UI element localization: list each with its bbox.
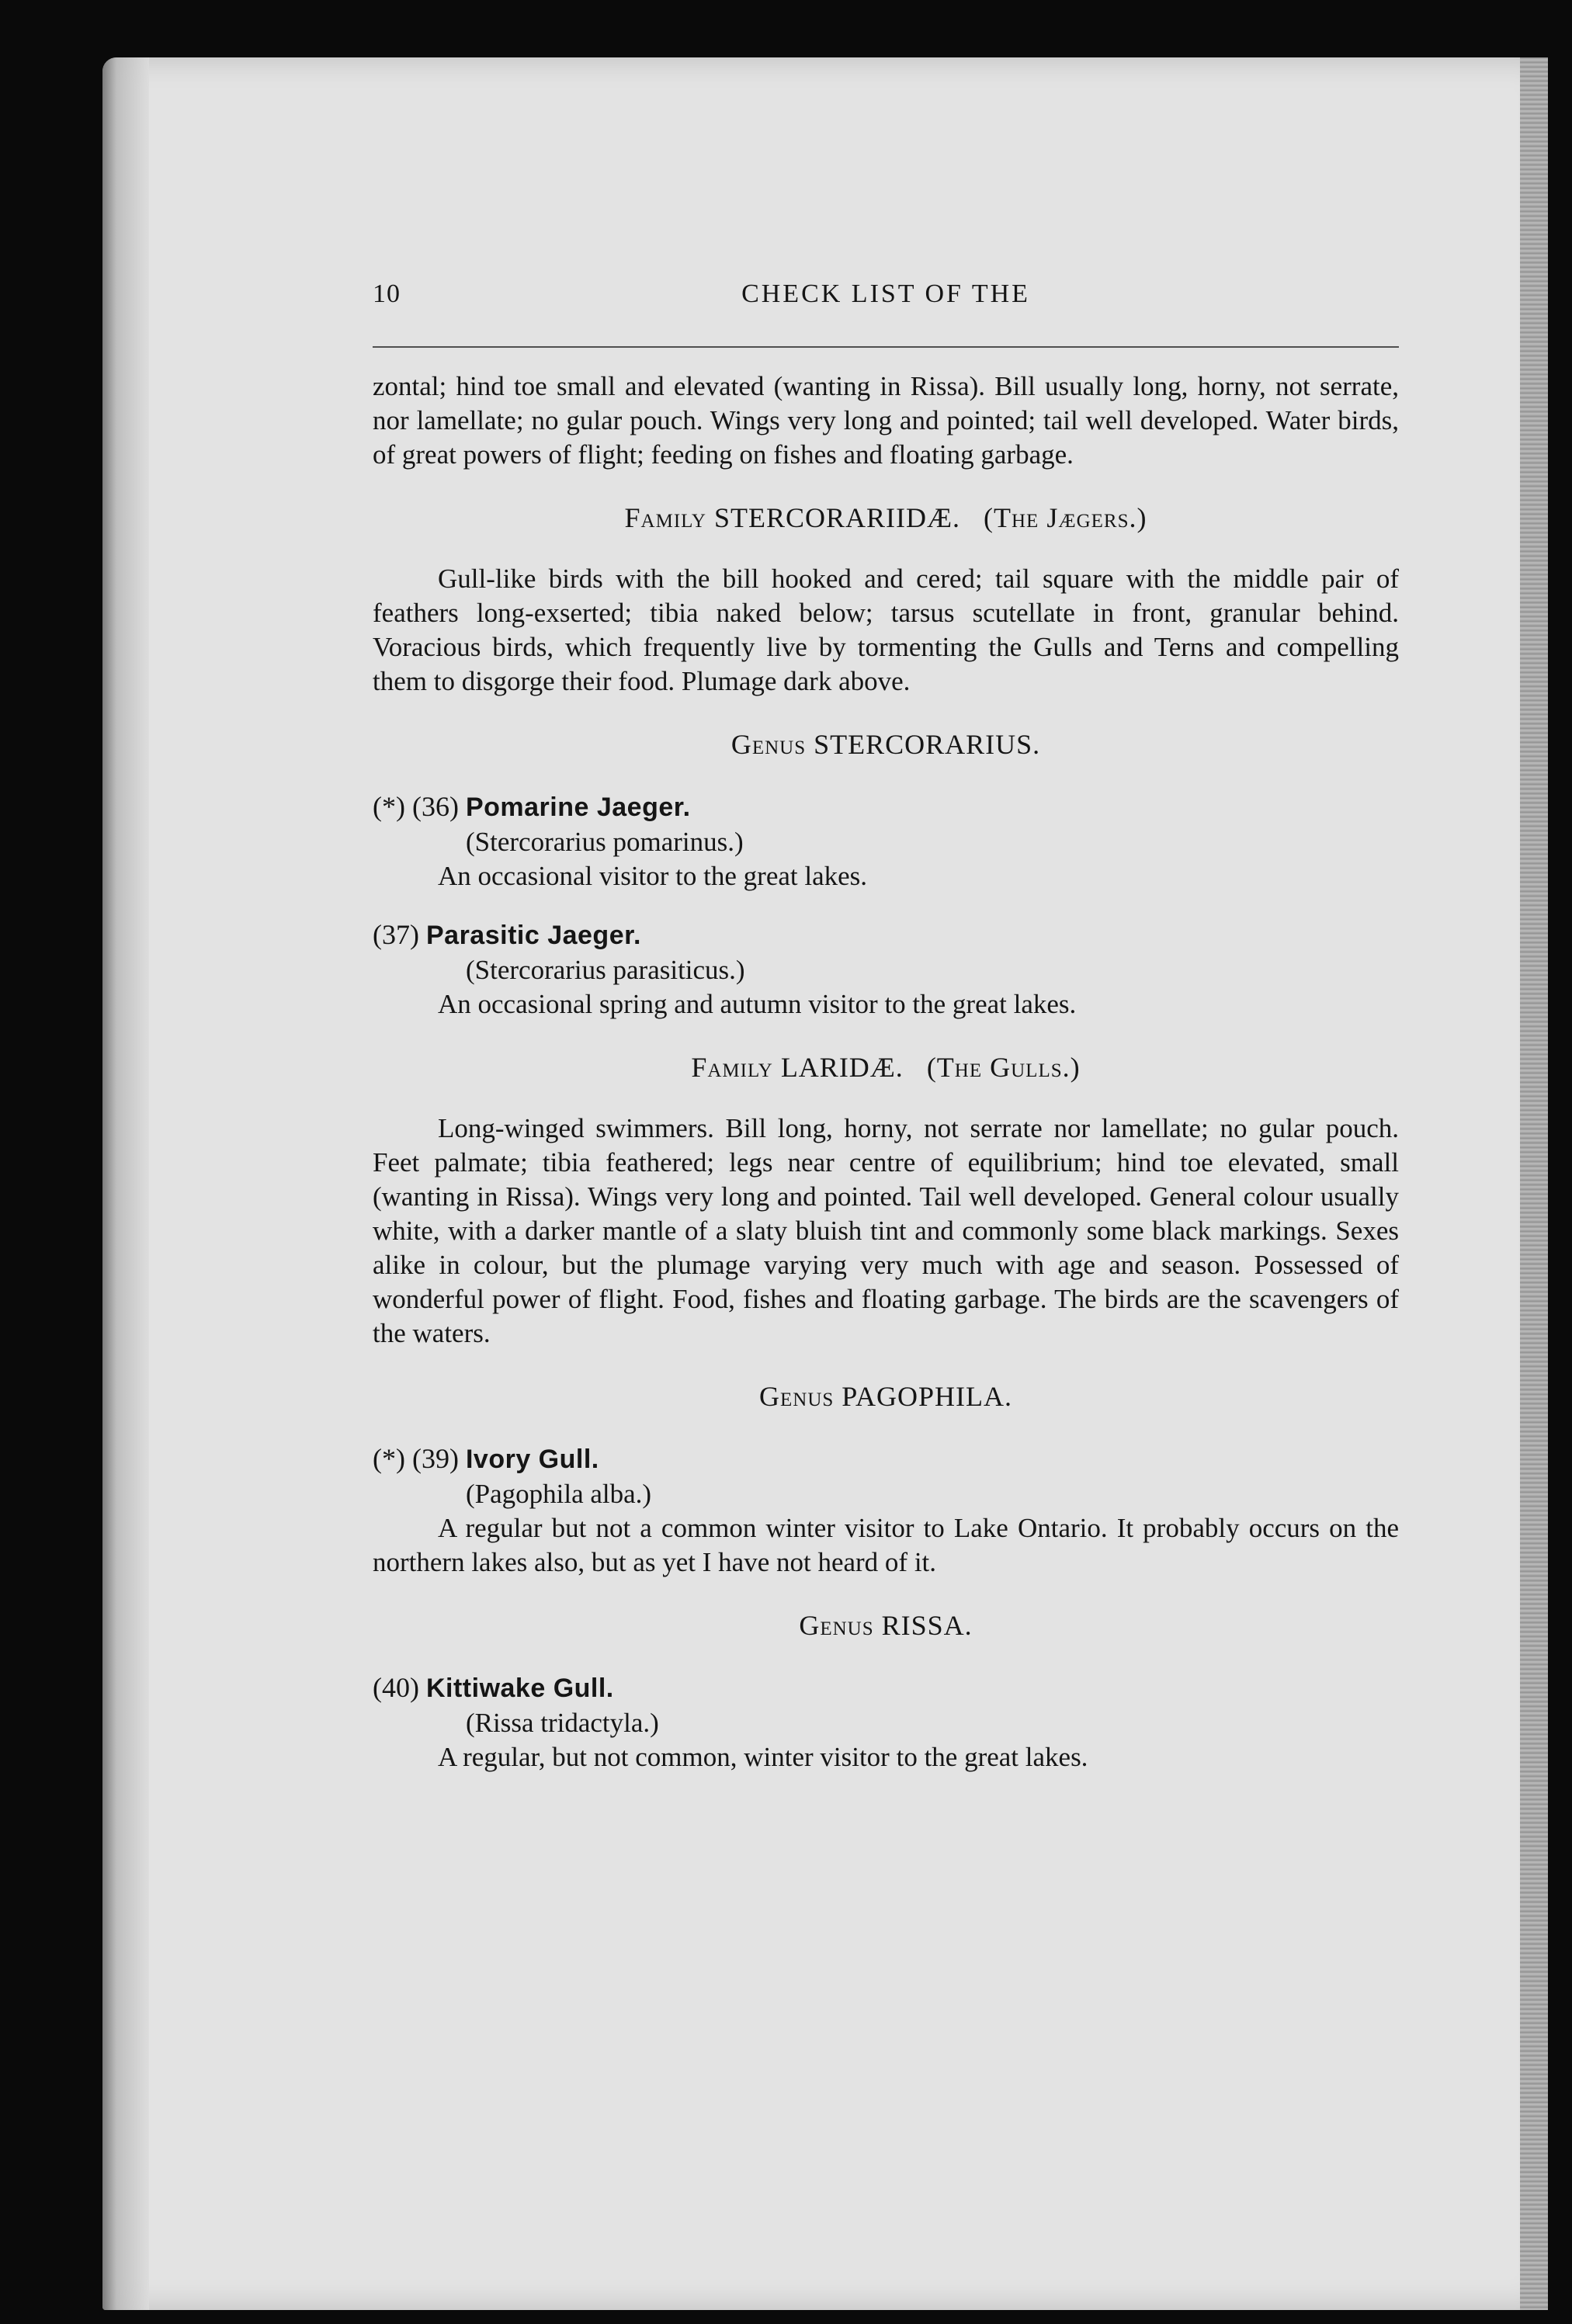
species-line <box>373 917 1399 953</box>
species-line <box>373 789 1399 825</box>
family-common-prefix: (The <box>926 1052 983 1083</box>
species-entry-40 <box>373 1670 1399 1774</box>
species-name: Ivory Gull. <box>465 1445 599 1474</box>
page-number: 10 <box>373 279 401 308</box>
family-name: LARIDÆ. <box>780 1052 904 1083</box>
genus-name: PAGOPHILA. <box>842 1381 1012 1412</box>
family-description-stercorariidae: Gull-like birds with the bill hooked and cered; tail square with the middle pair of feathers long-exserted; tibia naked below; tarsus scutellate in front, granular behind. Voracious birds, which frequently live by tormenting the Gulls and Terns and compelling them to disgorge their food. Plumage dark above. <box>373 564 1399 696</box>
species-note: A regular but not a common winter visitor to Lake Ontario. It probably occurs on the northern lakes also, but as yet I have not heard of it. <box>373 1513 1399 1577</box>
species-latin: (Rissa tridactyla.) <box>466 1708 659 1738</box>
species-number: (40) <box>373 1672 419 1703</box>
family-prefix: Family <box>691 1052 773 1083</box>
family-heading-laridae <box>373 1051 1399 1084</box>
genus-heading-pagophila <box>373 1380 1399 1413</box>
page-stack-edge <box>1520 57 1548 2310</box>
page-content <box>373 279 1399 1774</box>
page-binding-shadow <box>102 57 149 2310</box>
species-entry-39 <box>373 1441 1399 1580</box>
species-latin: (Pagophila alba.) <box>466 1479 652 1509</box>
genus-prefix: Genus <box>799 1610 874 1641</box>
running-title: CHECK LIST OF THE <box>741 279 1030 308</box>
family-common-prefix: (The <box>984 502 1039 533</box>
family-common-name: Gulls.) <box>990 1052 1081 1083</box>
header-rule <box>373 346 1399 348</box>
species-number: (37) <box>373 919 419 950</box>
species-marker: (*) <box>373 1443 405 1474</box>
species-line <box>373 1441 1399 1477</box>
species-name: Pomarine Jaeger. <box>465 793 691 822</box>
genus-prefix: Genus <box>730 729 807 760</box>
family-description-laridae: Long-winged swimmers. Bill long, horny, not serrate nor lamellate; no gular pouch. Feet palmate; tibia feathered; legs near centre of equilibrium; hind toe elevated, small (wanting in Rissa). Wings very long and pointed. Tail well developed. General colour usually white, with a darker mantle of a slaty bluish tint and commonly some black markings. Sexes alike in colour, but the plumage varying very much with age and season. Possessed of wonderful power of flight. Food, fishes and floating garbage. The birds are the scavengers of the waters. <box>373 1113 1399 1348</box>
species-number: (39) <box>411 1443 459 1474</box>
genus-prefix: Genus <box>759 1381 835 1412</box>
running-head <box>373 279 1399 318</box>
species-note: A regular, but not common, winter visitor to the great lakes. <box>438 1742 1088 1772</box>
family-prefix: Family <box>624 502 706 533</box>
species-note: An occasional visitor to the great lakes. <box>438 861 868 891</box>
species-number: (36) <box>411 791 459 822</box>
species-note: An occasional spring and autumn visitor to the great lakes. <box>438 989 1077 1019</box>
species-line <box>373 1670 1399 1706</box>
genus-name: STERCORARIUS. <box>814 729 1041 760</box>
family-name: STERCORARIIDÆ. <box>713 502 961 533</box>
species-name: Kittiwake Gull. <box>425 1674 614 1703</box>
species-marker: (*) <box>373 791 405 822</box>
family-heading-stercorariidae <box>373 501 1399 534</box>
genus-heading-rissa <box>373 1609 1399 1642</box>
species-latin: (Stercorarius parasiticus.) <box>466 955 745 985</box>
family-common-name: Jægers.) <box>1046 502 1147 533</box>
species-name: Parasitic Jaeger. <box>425 921 641 950</box>
species-entry-36 <box>373 789 1399 893</box>
species-latin: (Stercorarius pomarinus.) <box>466 827 744 857</box>
genus-heading-stercorarius <box>373 728 1399 761</box>
genus-name: RISSA. <box>881 1610 973 1641</box>
species-entry-37 <box>373 917 1399 1022</box>
intro-paragraph: zontal; hind toe small and elevated (wanting in Rissa). Bill usually long, horny, not serrate, nor lamellate; no gular pouch. Wings very long and pointed; tail well developed. Water birds, of great powers of flight; feeding on fishes and floating garbage. <box>373 371 1399 470</box>
